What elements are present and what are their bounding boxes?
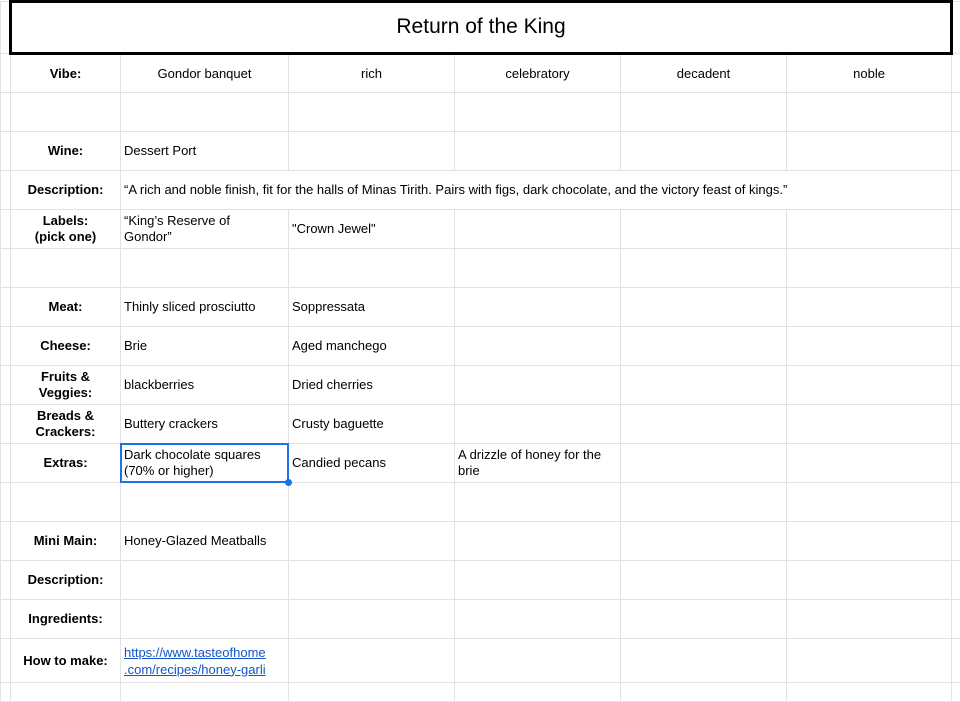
empty-cell[interactable]	[455, 93, 621, 132]
row-label-ingredients[interactable]: Ingredients:	[11, 600, 121, 639]
cell-vibe-1[interactable]: Gondor banquet	[121, 54, 289, 93]
empty-cell[interactable]	[121, 93, 289, 132]
cell-meat-2[interactable]: Soppressata	[289, 288, 455, 327]
empty-cell[interactable]	[289, 600, 455, 639]
edge-cell[interactable]	[1, 54, 11, 93]
edge-cell[interactable]	[952, 522, 960, 561]
empty-cell[interactable]	[289, 249, 455, 288]
empty-cell[interactable]	[121, 600, 289, 639]
empty-cell[interactable]	[621, 683, 787, 702]
empty-cell[interactable]	[787, 366, 952, 405]
row-label-vibe[interactable]: Vibe:	[11, 54, 121, 93]
row-empty	[1, 483, 960, 522]
row-label-description[interactable]: Description:	[11, 171, 121, 210]
empty-cell[interactable]	[787, 483, 952, 522]
label-line-2: (pick one)	[14, 229, 117, 245]
fill-handle[interactable]	[285, 479, 292, 486]
row-breads-crackers	[1, 405, 960, 444]
empty-cell[interactable]	[621, 210, 787, 249]
edge-cell[interactable]	[1, 288, 11, 327]
empty-cell[interactable]	[11, 683, 121, 702]
row-label-labels[interactable]	[11, 210, 121, 249]
empty-cell[interactable]	[787, 522, 952, 561]
empty-cell[interactable]	[455, 639, 621, 683]
edge-cell[interactable]	[1, 444, 11, 483]
row-mini-description	[1, 561, 960, 600]
cell-vibe-5[interactable]: noble	[787, 54, 952, 93]
empty-cell[interactable]	[621, 249, 787, 288]
row-extras	[1, 444, 960, 483]
empty-cell[interactable]	[787, 444, 952, 483]
label-line-1: Fruits &	[14, 369, 117, 385]
edge-cell[interactable]	[952, 171, 960, 210]
cell-wine-description[interactable]: “A rich and noble finish, fit for the halls of Minas Tirith. Pairs with figs, dark chocolate, and the victory feast of kings.”	[121, 171, 952, 210]
cell-extras-2[interactable]: Candied pecans	[289, 444, 455, 483]
selected-cell-text: Dark chocolate squares (70% or higher)	[124, 447, 285, 479]
edge-cell[interactable]	[1, 132, 11, 171]
empty-cell[interactable]	[455, 288, 621, 327]
empty-cell[interactable]	[455, 483, 621, 522]
label-line-2: Crackers:	[14, 424, 117, 440]
empty-cell[interactable]	[455, 683, 621, 702]
edge-cell[interactable]	[1, 561, 11, 600]
edge-cell[interactable]	[952, 54, 960, 93]
recipe-link[interactable]	[124, 644, 285, 678]
empty-cell[interactable]	[787, 327, 952, 366]
empty-cell[interactable]	[289, 561, 455, 600]
sheet-title-cell[interactable]	[11, 2, 952, 54]
edge-cell[interactable]	[952, 2, 960, 54]
row-title	[1, 2, 960, 54]
row-labels	[1, 210, 960, 249]
empty-cell[interactable]	[455, 132, 621, 171]
empty-cell[interactable]	[455, 210, 621, 249]
recipe-link-line-2: .com/recipes/honey-garli	[124, 661, 285, 678]
row-label-how-to-make[interactable]: How to make:	[11, 639, 121, 683]
edge-cell[interactable]	[952, 327, 960, 366]
empty-cell[interactable]	[455, 366, 621, 405]
edge-cell[interactable]	[1, 522, 11, 561]
empty-cell[interactable]	[289, 483, 455, 522]
empty-cell[interactable]	[121, 683, 289, 702]
empty-cell[interactable]	[621, 483, 787, 522]
extras-3-text: A drizzle of honey for the brie	[458, 447, 603, 479]
empty-cell[interactable]	[1, 93, 11, 132]
cell-extras-selected[interactable]	[121, 444, 289, 483]
empty-cell[interactable]	[621, 639, 787, 683]
cell-breads-2[interactable]: Crusty baguette	[289, 405, 455, 444]
edge-cell[interactable]	[952, 366, 960, 405]
row-empty	[1, 93, 960, 132]
edge-cell[interactable]	[1, 2, 11, 54]
empty-cell[interactable]	[621, 93, 787, 132]
row-how-to-make	[1, 639, 960, 683]
empty-cell[interactable]	[787, 405, 952, 444]
empty-cell[interactable]	[289, 93, 455, 132]
label-line-1: Labels:	[14, 213, 117, 229]
row-ingredients	[1, 600, 960, 639]
row-wine	[1, 132, 960, 171]
edge-cell[interactable]	[1, 639, 11, 683]
empty-cell[interactable]	[787, 288, 952, 327]
empty-cell[interactable]	[621, 522, 787, 561]
label-line-1: Breads &	[14, 408, 117, 424]
empty-cell[interactable]	[621, 366, 787, 405]
empty-cell[interactable]	[621, 600, 787, 639]
empty-cell[interactable]	[1, 249, 11, 288]
row-label-breads-crackers[interactable]	[11, 405, 121, 444]
empty-cell[interactable]	[455, 600, 621, 639]
cell-cheese-1[interactable]: Brie	[121, 327, 289, 366]
empty-cell[interactable]	[621, 288, 787, 327]
empty-cell[interactable]	[455, 405, 621, 444]
cell-label-option-2[interactable]: "Crown Jewel"	[289, 210, 455, 249]
empty-cell[interactable]	[787, 683, 952, 702]
cell-vibe-2[interactable]: rich	[289, 54, 455, 93]
empty-cell[interactable]	[289, 683, 455, 702]
row-mini-main	[1, 522, 960, 561]
row-label-cheese[interactable]: Cheese:	[11, 327, 121, 366]
edge-cell[interactable]	[952, 444, 960, 483]
empty-cell[interactable]	[1, 683, 11, 702]
empty-cell[interactable]	[787, 600, 952, 639]
cell-fruits-2[interactable]: Dried cherries	[289, 366, 455, 405]
cell-fruits-1[interactable]: blackberries	[121, 366, 289, 405]
row-meat	[1, 288, 960, 327]
label-line-2: Veggies:	[14, 385, 117, 401]
empty-cell[interactable]	[787, 132, 952, 171]
cell-vibe-4[interactable]: decadent	[621, 54, 787, 93]
edge-cell[interactable]	[952, 600, 960, 639]
row-empty	[1, 249, 960, 288]
empty-cell[interactable]	[11, 483, 121, 522]
empty-cell[interactable]	[952, 483, 960, 522]
cell-mini-main[interactable]: Honey-Glazed Meatballs	[121, 522, 289, 561]
empty-cell[interactable]	[787, 210, 952, 249]
cell-vibe-3[interactable]: celebratory	[455, 54, 621, 93]
edge-cell[interactable]	[952, 639, 960, 683]
row-label-mini-description[interactable]: Description:	[11, 561, 121, 600]
empty-cell[interactable]	[289, 522, 455, 561]
cell-meat-1[interactable]: Thinly sliced prosciutto	[121, 288, 289, 327]
empty-cell[interactable]	[787, 249, 952, 288]
empty-cell[interactable]	[621, 561, 787, 600]
row-label-extras[interactable]: Extras:	[11, 444, 121, 483]
edge-cell[interactable]	[1, 600, 11, 639]
edge-cell[interactable]	[1, 171, 11, 210]
edge-cell[interactable]	[1, 405, 11, 444]
empty-cell[interactable]	[621, 444, 787, 483]
empty-cell[interactable]	[1, 483, 11, 522]
empty-cell[interactable]	[455, 522, 621, 561]
cell-cheese-2[interactable]: Aged manchego	[289, 327, 455, 366]
empty-cell[interactable]	[455, 249, 621, 288]
edge-cell[interactable]	[952, 288, 960, 327]
row-label-fruits-veggies[interactable]	[11, 366, 121, 405]
empty-cell[interactable]	[455, 327, 621, 366]
sheet-title: Return of the King	[396, 15, 565, 38]
edge-cell[interactable]	[952, 132, 960, 171]
cell-wine[interactable]: Dessert Port	[121, 132, 289, 171]
empty-cell[interactable]	[121, 561, 289, 600]
empty-cell[interactable]	[952, 683, 960, 702]
cell-extras-3[interactable]	[455, 444, 621, 483]
row-vibe	[1, 54, 960, 93]
cell-label-option-1[interactable]	[121, 210, 289, 249]
empty-cell[interactable]	[787, 639, 952, 683]
row-fruits-veggies	[1, 366, 960, 405]
edge-cell[interactable]	[952, 405, 960, 444]
empty-cell[interactable]	[11, 93, 121, 132]
empty-cell[interactable]	[121, 249, 289, 288]
cell-breads-1[interactable]: Buttery crackers	[121, 405, 289, 444]
empty-cell[interactable]	[952, 93, 960, 132]
edge-cell[interactable]	[1, 366, 11, 405]
edge-cell[interactable]	[952, 210, 960, 249]
recipe-link-line-1: https://www.tasteofhome	[124, 644, 285, 661]
row-empty-partial	[1, 683, 960, 702]
empty-cell[interactable]	[289, 639, 455, 683]
empty-cell[interactable]	[11, 249, 121, 288]
empty-cell[interactable]	[787, 93, 952, 132]
empty-cell[interactable]	[455, 561, 621, 600]
empty-cell[interactable]	[621, 327, 787, 366]
row-cheese	[1, 327, 960, 366]
empty-cell[interactable]	[121, 483, 289, 522]
row-label-mini-main[interactable]: Mini Main:	[11, 522, 121, 561]
row-label-wine[interactable]: Wine:	[11, 132, 121, 171]
edge-cell[interactable]	[952, 561, 960, 600]
row-label-meat[interactable]: Meat:	[11, 288, 121, 327]
cell-how-to-make-link[interactable]	[121, 639, 289, 683]
label-option-1-text: “King’s Reserve of Gondor”	[124, 213, 264, 245]
empty-cell[interactable]	[621, 132, 787, 171]
empty-cell[interactable]	[787, 561, 952, 600]
empty-cell[interactable]	[289, 132, 455, 171]
empty-cell[interactable]	[621, 405, 787, 444]
edge-cell[interactable]	[1, 210, 11, 249]
edge-cell[interactable]	[1, 327, 11, 366]
empty-cell[interactable]	[952, 249, 960, 288]
row-wine-description	[1, 171, 960, 210]
